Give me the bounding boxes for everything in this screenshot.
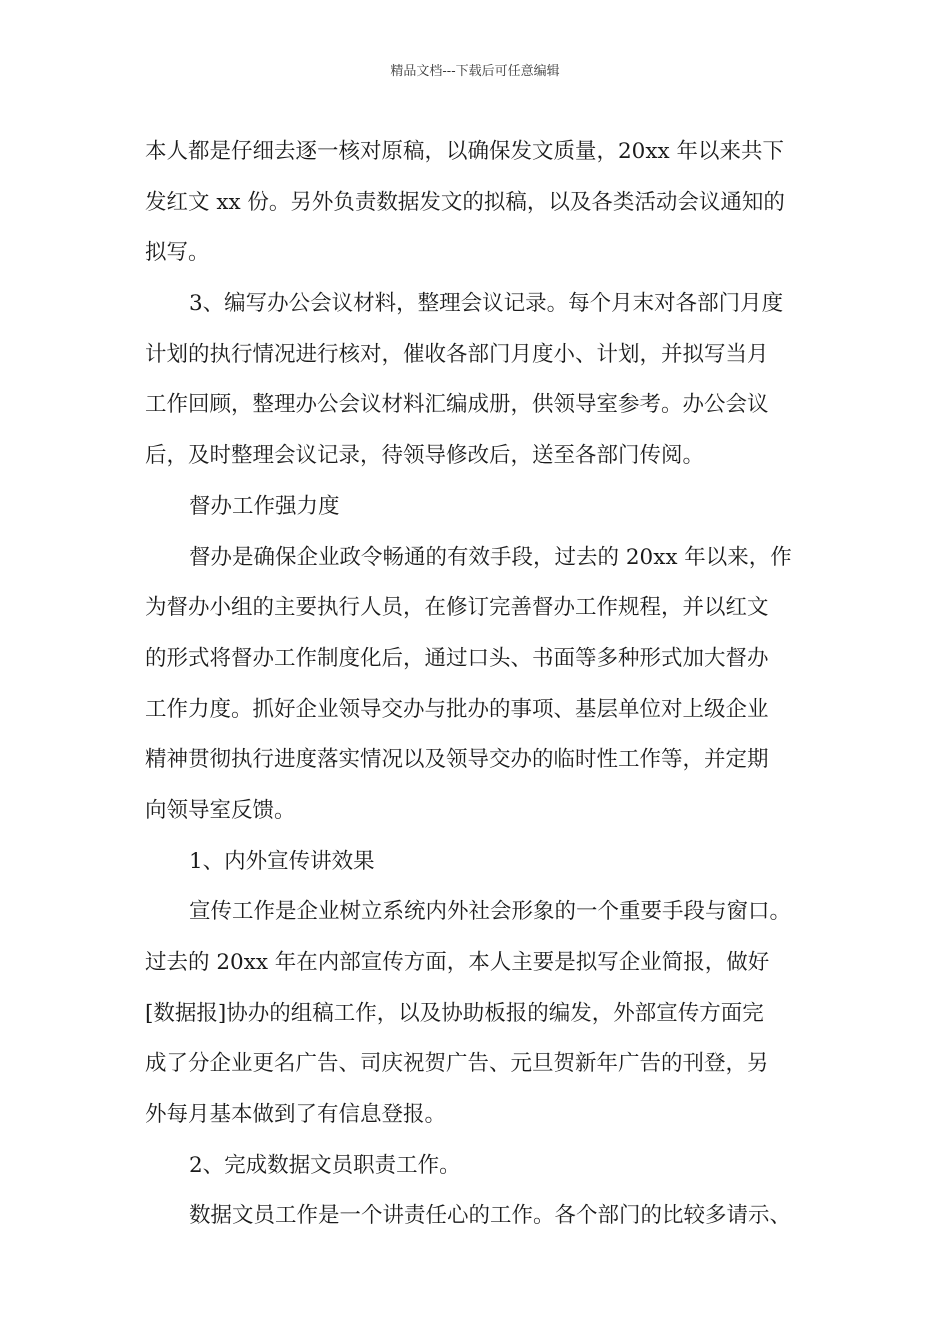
- text-line: 后，及时整理会议记录，待领导修改后，送至各部门传阅。: [145, 443, 705, 469]
- text-line: 计划的执行情况进行核对，催收各部门月度小、计划，并拟写当月: [145, 341, 769, 367]
- text-line: 工作回顾，整理办公会议材料汇编成册，供领导室参考。办公会议: [145, 392, 769, 418]
- text-line: 的形式将督办工作制度化后，通过口头、书面等多种形式加大督办: [145, 645, 769, 671]
- paragraph-start: 督办是确保企业政令畅通的有效手段，过去的 20xx 年以来，作: [189, 544, 792, 570]
- text-line: 拟写。: [145, 240, 210, 266]
- text-line: 外每月基本做到了有信息登报。: [145, 1102, 447, 1128]
- paragraph-start: 数据文员工作是一个讲责任心的工作。各个部门的比较多请示、: [189, 1203, 792, 1229]
- text-line: 向领导室反馈。: [145, 797, 296, 823]
- document-body: [145, 127, 835, 1242]
- text-line: 工作力度。抓好企业领导交办与批办的事项、基层单位对上级企业: [145, 696, 769, 722]
- text-line: [数据报]协办的组稿工作，以及协助板报的编发，外部宣传方面完: [145, 1000, 764, 1026]
- page-header: 精品文档---下载后可任意编辑: [390, 64, 560, 79]
- section-heading: 1、内外宣传讲效果: [189, 848, 375, 874]
- text-line: 成了分企业更名广告、司庆祝贺广告、元旦贺新年广告的刊登，另: [145, 1051, 769, 1077]
- text-line: 过去的 20xx 年在内部宣传方面，本人主要是拟写企业简报，做好: [145, 950, 770, 975]
- paragraph-start: 宣传工作是企业树立系统内外社会形象的一个重要手段与窗口。: [189, 899, 792, 925]
- text-line: 精神贯彻执行进度落实情况以及领导交办的临时性工作等，并定期: [145, 747, 769, 773]
- section-heading: 督办工作强力度: [189, 493, 340, 519]
- section-heading: 2、完成数据文员职责工作。: [189, 1152, 461, 1178]
- text-line: 发红文 xx 份。另外负责数据发文的拟稿，以及各类活动会议通知的: [145, 189, 785, 215]
- paragraph-start: 3、编写办公会议材料，整理会议记录。每个月末对各部门月度: [189, 291, 784, 317]
- text-line: 为督办小组的主要执行人员，在修订完善督办工作规程，并以红文: [145, 595, 769, 621]
- text-line: 本人都是仔细去逐一核对原稿，以确保发文质量，20xx 年以来共下: [145, 139, 784, 164]
